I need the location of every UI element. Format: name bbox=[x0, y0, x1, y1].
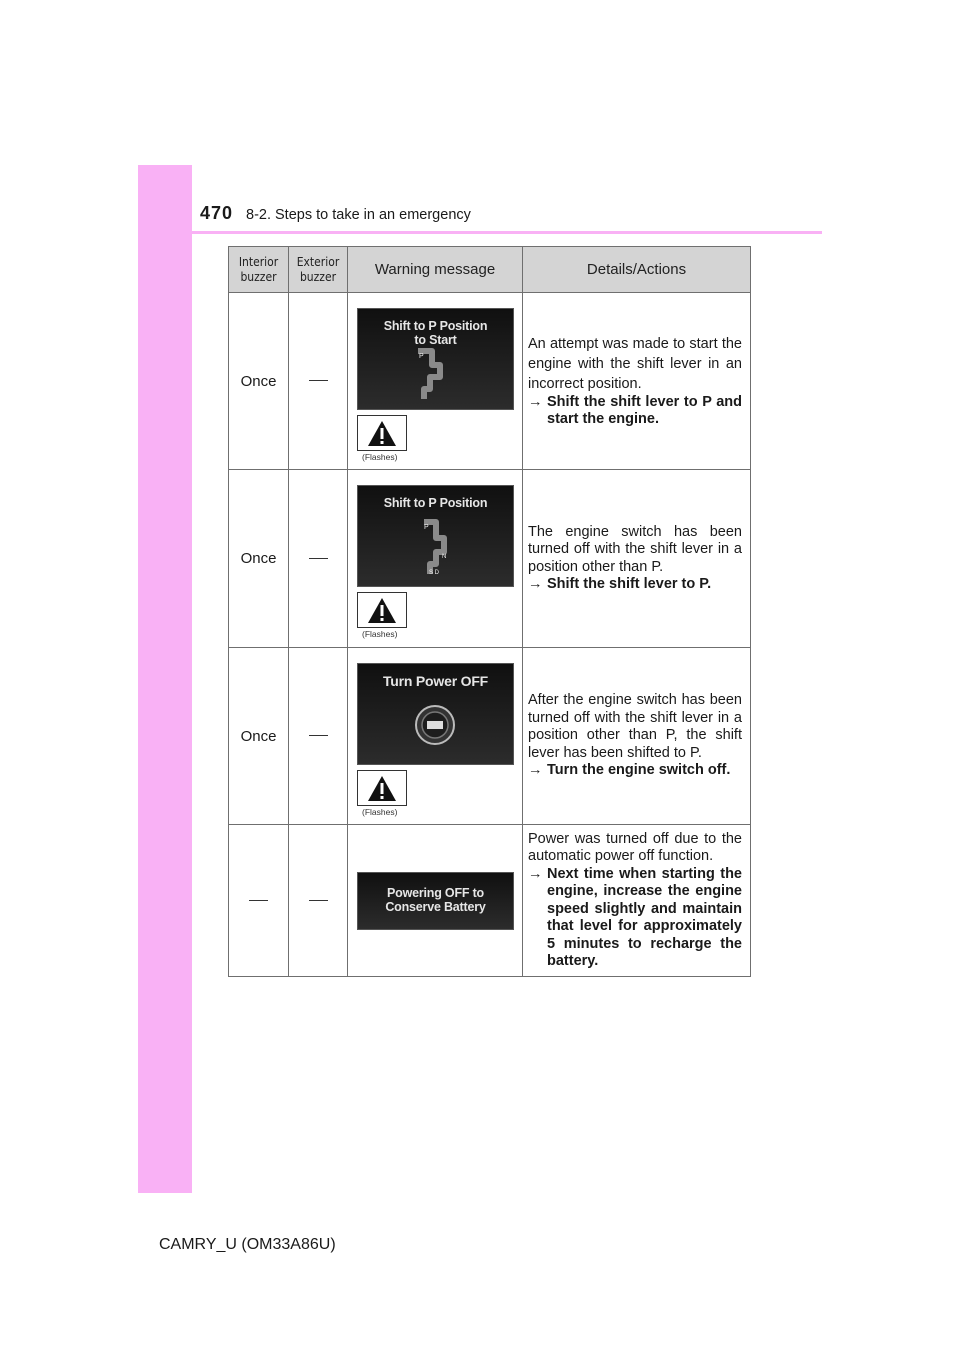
details-cell bbox=[523, 648, 751, 825]
warning-light bbox=[357, 415, 407, 451]
dash-icon bbox=[309, 900, 328, 901]
arrow-icon: → bbox=[528, 393, 543, 410]
exterior-buzzer-cell bbox=[289, 293, 348, 470]
dash-icon bbox=[309, 735, 328, 736]
document-code: CAMRY_U (OM33A86U) bbox=[159, 1236, 336, 1253]
detail-text: Power was turned off due to the automatic power off function. bbox=[528, 830, 742, 864]
dash-icon bbox=[309, 380, 328, 381]
header-warning-message: Warning message bbox=[348, 247, 523, 293]
shift-gate-icon bbox=[414, 347, 456, 403]
warning-message-cell bbox=[348, 293, 523, 470]
table-row bbox=[229, 470, 751, 648]
svg-text:P: P bbox=[424, 524, 429, 531]
power-button-icon bbox=[414, 704, 456, 746]
details-cell bbox=[523, 470, 751, 648]
display-screen bbox=[357, 308, 514, 410]
interior-buzzer-cell bbox=[229, 825, 289, 977]
detail-text: The engine switch has been turned off with the shift lever in a position other than P. bbox=[528, 523, 742, 575]
display-screen bbox=[357, 872, 514, 930]
action-line bbox=[528, 762, 742, 780]
svg-text:P: P bbox=[419, 353, 424, 360]
arrow-icon: → bbox=[528, 576, 543, 592]
action-text: Turn the engine switch off. bbox=[547, 762, 731, 779]
display-screen bbox=[357, 485, 514, 587]
action-text: Next time when starting the engine, increase the engine speed slightly and maintain that level for approximately 5 minutes to recharge the battery. bbox=[547, 865, 742, 969]
flashes-label: (Flashes) bbox=[362, 452, 398, 462]
section-title: 8-2. Steps to take in an emergency bbox=[246, 207, 471, 223]
screen-message: Shift to P Position to Start bbox=[383, 319, 488, 347]
warning-message-cell bbox=[348, 648, 523, 825]
display-screen bbox=[357, 663, 514, 765]
header-details-actions: Details/Actions bbox=[523, 247, 751, 293]
table-row bbox=[229, 648, 751, 825]
action-line bbox=[528, 394, 742, 429]
screen-message: Shift to P Position bbox=[383, 496, 488, 510]
warning-message-cell bbox=[348, 470, 523, 648]
screen-message: Turn Power OFF bbox=[382, 673, 489, 689]
flashes-label: (Flashes) bbox=[362, 807, 398, 817]
warning-light bbox=[357, 592, 407, 628]
interior-buzzer-cell: Once bbox=[229, 648, 289, 825]
exterior-buzzer-cell bbox=[289, 825, 348, 977]
action-text: Shift the shift lever to P. bbox=[547, 576, 712, 592]
warning-triangle-icon bbox=[367, 597, 397, 624]
table-row bbox=[229, 293, 751, 470]
warning-table bbox=[228, 246, 751, 977]
svg-text:S D: S D bbox=[429, 570, 440, 576]
table-row bbox=[229, 825, 751, 977]
page-number: 470 bbox=[200, 203, 234, 223]
dash-icon bbox=[249, 900, 268, 901]
exterior-buzzer-cell bbox=[289, 470, 348, 648]
warning-light bbox=[357, 770, 407, 806]
table-header-row bbox=[229, 247, 751, 293]
svg-text:N: N bbox=[442, 554, 447, 560]
warning-triangle-icon bbox=[367, 420, 397, 447]
action-text: Shift the shift lever to P and start the engine. bbox=[547, 393, 742, 427]
warning-message-cell bbox=[348, 825, 523, 977]
shift-gate-icon bbox=[418, 516, 458, 580]
dash-icon bbox=[309, 558, 328, 559]
screen-message: Powering OFF to Conserve Battery bbox=[385, 886, 486, 914]
header-exterior-buzzer: Exterior buzzer bbox=[289, 247, 348, 293]
warning-triangle-icon bbox=[367, 775, 397, 802]
details-cell bbox=[523, 825, 751, 977]
action-line bbox=[528, 866, 742, 971]
arrow-icon: → bbox=[528, 865, 543, 882]
exterior-buzzer-cell bbox=[289, 648, 348, 825]
action-line bbox=[528, 576, 742, 594]
interior-buzzer-cell: Once bbox=[229, 293, 289, 470]
flashes-label: (Flashes) bbox=[362, 629, 398, 639]
detail-text: An attempt was made to start the engine with the shift lever in an incorrect position. bbox=[528, 335, 742, 392]
interior-buzzer-cell: Once bbox=[229, 470, 289, 648]
side-tab bbox=[138, 165, 192, 1193]
details-cell bbox=[523, 293, 751, 470]
header-interior-buzzer: Interior buzzer bbox=[229, 247, 289, 293]
detail-text: After the engine switch has been turned off with the shift lever in a position other than P, the shift lever has been shifted to P. bbox=[528, 692, 742, 761]
arrow-icon: → bbox=[528, 762, 543, 779]
header-rule bbox=[192, 231, 822, 234]
